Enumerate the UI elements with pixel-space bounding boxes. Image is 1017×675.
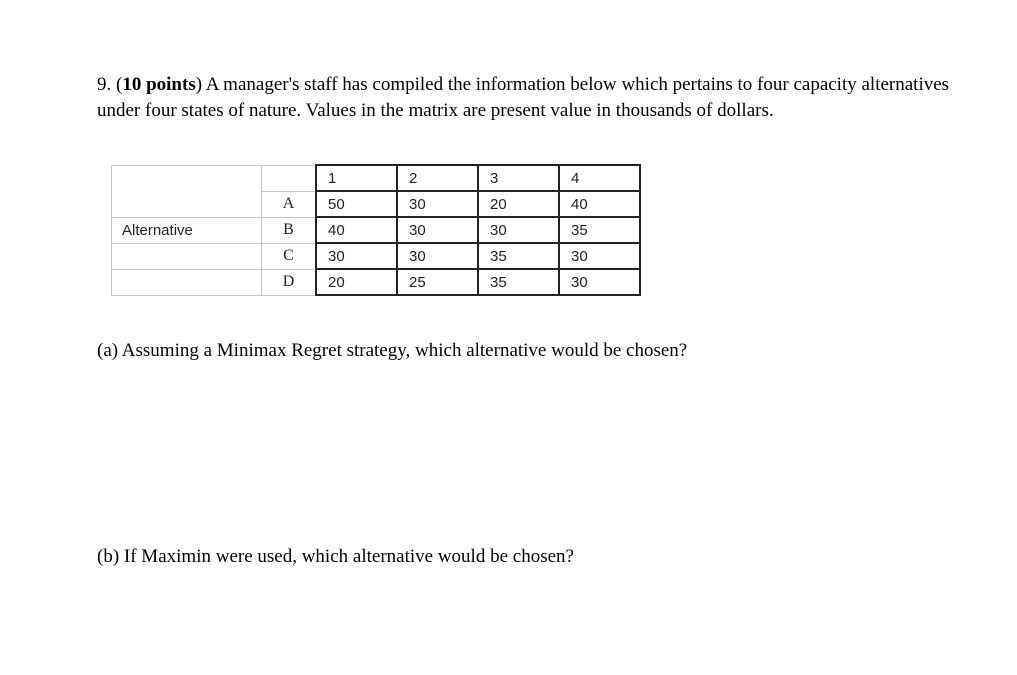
- matrix-row: [112, 191, 641, 217]
- question-number: 9.: [97, 74, 112, 95]
- alternative-letter: C: [262, 243, 317, 269]
- matrix-blank-cell: [112, 269, 262, 295]
- payoff-cell: 40: [559, 191, 640, 217]
- part-a-question: (a) Assuming a Minimax Regret strategy, which alternative would be chosen?: [97, 340, 688, 361]
- state-header: 3: [478, 165, 559, 191]
- payoff-cell: 35: [559, 217, 640, 243]
- question-body: A manager's staff has compiled the information below which pertains to four capacity alternatives under four states of nature. Values in the matrix are present value in thousands of dollars.: [97, 74, 950, 121]
- payoff-cell: 20: [478, 191, 559, 217]
- matrix-row: [112, 217, 641, 243]
- matrix-blank-cell: [112, 191, 262, 217]
- payoff-cell: 30: [397, 217, 478, 243]
- alternative-letter: A: [262, 191, 317, 217]
- payoff-cell: 30: [478, 217, 559, 243]
- payoff-cell: 20: [316, 269, 397, 295]
- matrix-blank-cell: [262, 165, 317, 191]
- points-open: (: [116, 74, 123, 95]
- state-header: 1: [316, 165, 397, 191]
- payoff-cell: 25: [397, 269, 478, 295]
- matrix-row: [112, 269, 641, 295]
- points-label: 10 points: [122, 74, 196, 95]
- matrix-header-row: [112, 165, 641, 191]
- matrix-row: [112, 243, 641, 269]
- alternative-row-label: Alternative: [112, 217, 262, 243]
- alternative-letter: B: [262, 217, 317, 243]
- state-header: 4: [559, 165, 640, 191]
- question-text: [97, 72, 977, 124]
- payoff-cell: 30: [397, 243, 478, 269]
- payoff-cell: 35: [478, 243, 559, 269]
- payoff-cell: 40: [316, 217, 397, 243]
- state-header: 2: [397, 165, 478, 191]
- part-b-question: (b) If Maximin were used, which alternative would be chosen?: [97, 546, 574, 567]
- payoff-cell: 30: [316, 243, 397, 269]
- payoff-cell: 30: [397, 191, 478, 217]
- matrix-blank-cell: [112, 165, 262, 191]
- payoff-cell: 30: [559, 269, 640, 295]
- matrix-blank-cell: [112, 243, 262, 269]
- payoff-cell: 30: [559, 243, 640, 269]
- payoff-cell: 35: [478, 269, 559, 295]
- points-close: ): [195, 74, 203, 95]
- payoff-cell: 50: [316, 191, 397, 217]
- payoff-matrix: [111, 164, 641, 296]
- alternative-letter: D: [262, 269, 317, 295]
